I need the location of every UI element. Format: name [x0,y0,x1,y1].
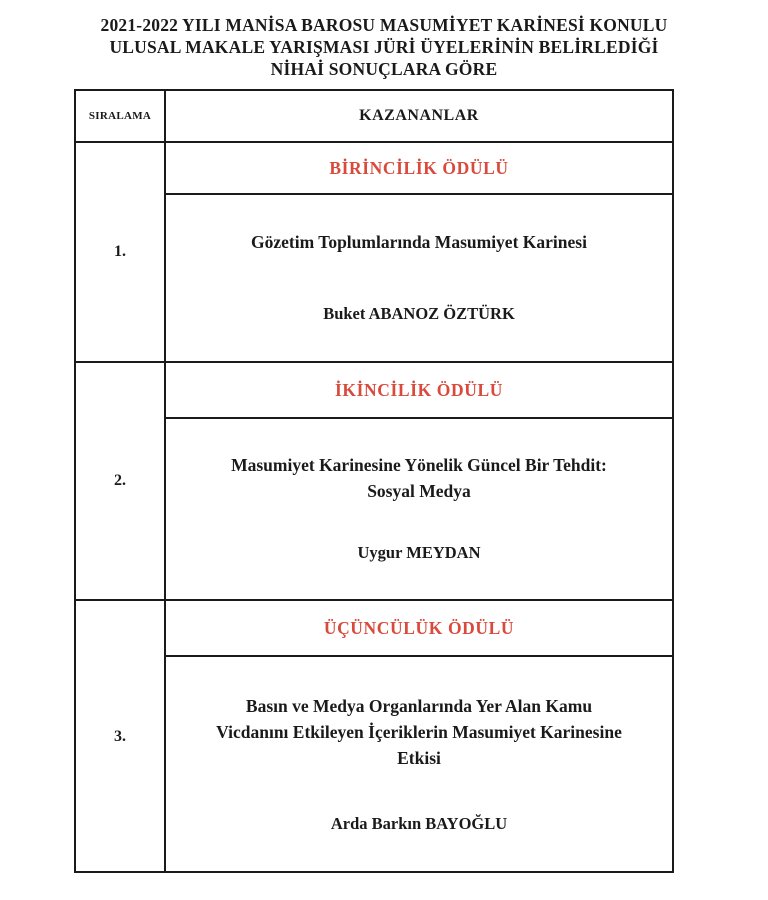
article-title-2 [231,452,607,504]
header-rank: SIRALAMA [88,110,152,122]
award-title-2: İKİNCİLİK ÖDÜLÜ [335,379,503,400]
article-title-line: Etkisi [397,748,441,768]
winner-entry-2 [166,419,672,599]
heading-line-3: NİHAİ SONUÇLARA GÖRE [270,59,498,79]
article-title-line: Basın ve Medya Organlarında Yer Alan Kamu [245,696,593,716]
article-title-line: Masumiyet Karinesine Yönelik Güncel Bir Tehdit: [231,455,607,475]
rank-1: 1. [114,243,126,260]
article-title-line: Gözetim Toplumlarında Masumiyet Karinesi [251,232,587,252]
author-1: Buket ABANOZ ÖZTÜRK [323,304,515,323]
article-title-line: Sosyal Medya [367,481,471,501]
heading-line-2: ULUSAL MAKALE YARIŞMASI JÜRİ ÜYELERİNİN BELİRLEDİĞİ [109,37,659,57]
award-title-3: ÜÇÜNCÜLÜK ÖDÜLÜ [323,617,515,638]
article-title-line: Vicdanını Etkileyen İçeriklerin Masumiyet Karinesine [216,722,622,742]
author-2: Uygur MEYDAN [357,543,481,562]
author-3: Arda Barkın BAYOĞLU [330,814,508,833]
rank-3: 3. [114,728,126,745]
results-table [74,89,674,873]
winner-entry-3 [166,657,672,873]
article-title-3 [216,693,622,771]
document-heading [0,14,768,80]
winner-entry-1 [166,195,672,361]
award-title-1: BİRİNCİLİK ÖDÜLÜ [329,157,509,178]
rank-2: 2. [114,472,126,489]
article-title-1 [251,229,587,255]
heading-line-1: 2021-2022 YILI MANİSA BAROSU MASUMİYET KARİNESİ KONULU [100,15,668,35]
header-winners: KAZANANLAR [359,107,479,124]
